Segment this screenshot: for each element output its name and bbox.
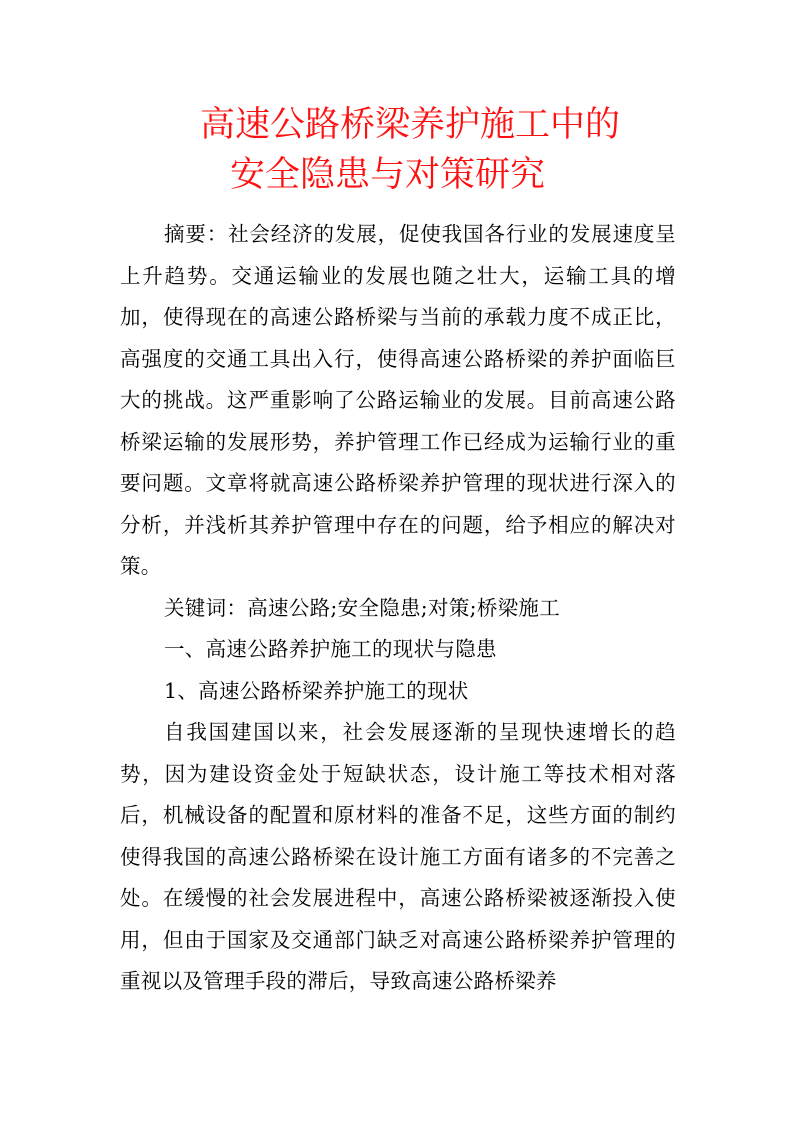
abstract-paragraph: 摘要：社会经济的发展，促使我国各行业的发展速度呈上升趋势。交通运输业的发展也随之壮大，运输工具的增加，使得现在的高速公路桥梁与当前的承载力度不成正比，高强度的交通工具出入行，使得高速公路桥梁的养护面临巨大的挑战。这严重影响了公路运输业的发展。目前高速公路桥梁运输的发展形势，养护管理工作已经成为运输行业的重要问题。文章将就高速公路桥梁养护管理的现状进行深入的分析，并浅析其养护管理中存在的问题，给予相应的解决对策。 (120, 222, 676, 578)
body-paragraph: 自我国建国以来，社会发展逐渐的呈现快速增长的趋势，因为建设资金处于短缺状态，设计施工等技术相对落后，机械设备的配置和原材料的准备不足，这些方面的制约使得我国的高速公路桥梁在设计施工方面有诸多的不完善之处。在缓慢的社会发展进程中，高速公路桥梁被逐渐投入使用，但由于国家及交通部门缺乏对高速公路桥梁养护管理的重视以及管理手段的滞后，导致高速公路桥梁养 (120, 720, 676, 993)
document-body (120, 214, 676, 1003)
document-title (200, 100, 720, 200)
subsection-heading: 1、高速公路桥梁养护施工的现状 (164, 678, 469, 703)
section-heading: 一、高速公路养护施工的现状与隐患 (164, 637, 497, 661)
title-line-1: 高速公路桥梁养护施工中的 (200, 105, 621, 145)
title-line-2: 安全隐患与对策研究 (230, 155, 546, 195)
keywords-line: 关键词：高速公路;安全隐患;对策;桥梁施工 (164, 595, 561, 620)
